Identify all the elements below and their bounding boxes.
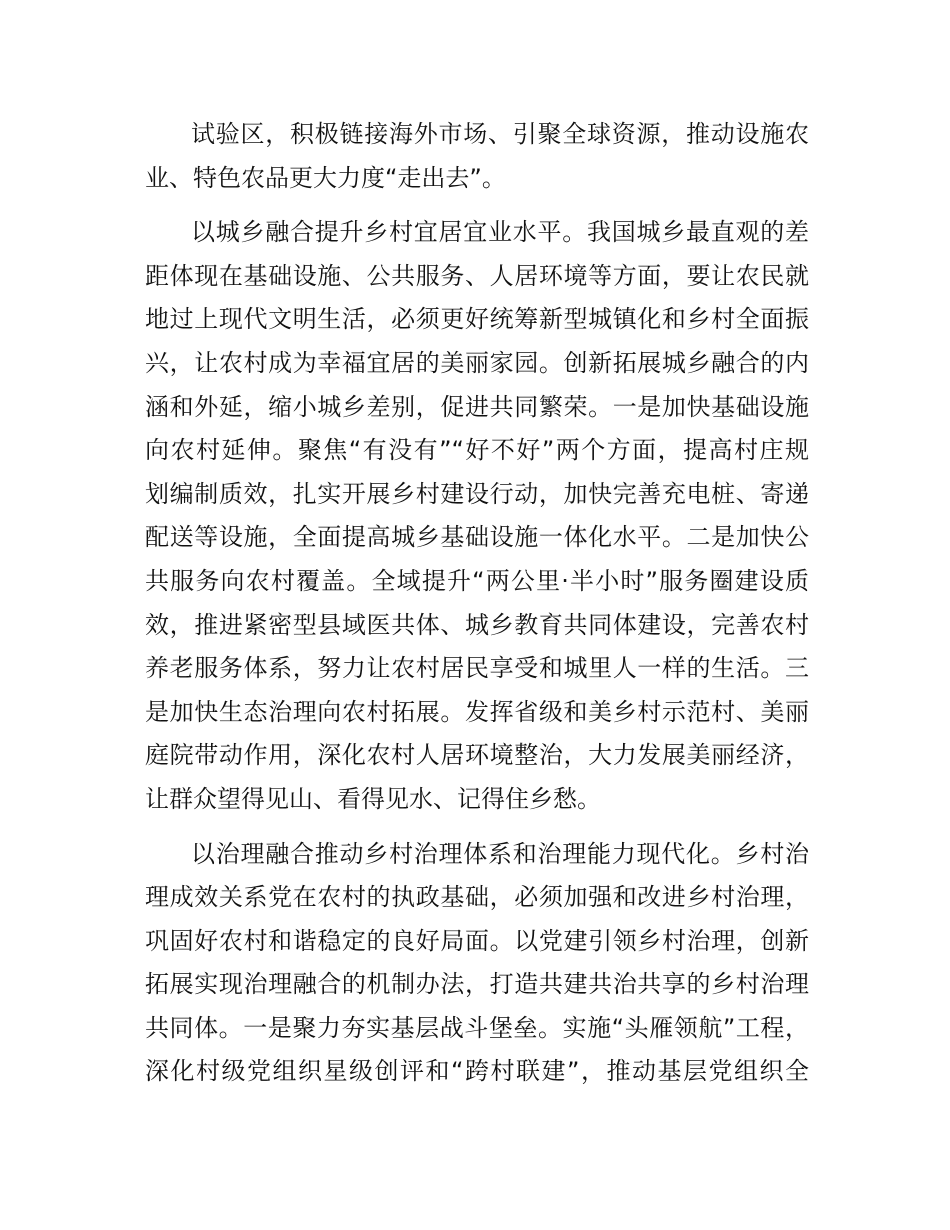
text-line: 距体现在基础设施、公共服务、人居环境等方面，要让农民就 bbox=[145, 261, 809, 290]
paragraph bbox=[145, 833, 809, 1095]
text-line: 配送等设施，全面提高城乡基础设施一体化水平。二是加快公 bbox=[145, 523, 809, 552]
text-line: 深化村级党组织星级创评和“跨村联建”，推动基层党组织全 bbox=[145, 1057, 809, 1086]
text-line: 巩固好农村和谐稳定的良好局面。以党建引领乡村治理，创新 bbox=[145, 926, 809, 955]
text-line: 共同体。一是聚力夯实基层战斗堡垒。实施“头雁领航”工程， bbox=[145, 1013, 809, 1042]
paragraph bbox=[145, 113, 809, 200]
document-page bbox=[145, 113, 809, 1105]
text-line: 业、特色农品更大力度“走出去”。 bbox=[145, 163, 506, 192]
text-line: 向农村延伸。聚焦“有没有”“好不好”两个方面，提高村庄规 bbox=[145, 436, 809, 465]
paragraph bbox=[145, 211, 809, 821]
text-line: 理成效关系党在农村的执政基础，必须加强和改进乡村治理， bbox=[145, 883, 809, 912]
text-line: 拓展实现治理融合的机制办法，打造共建共治共享的乡村治理 bbox=[145, 970, 809, 999]
text-line: 养老服务体系，努力让农村居民享受和城里人一样的生活。三 bbox=[145, 654, 809, 683]
text-line: 试验区，积极链接海外市场、引聚全球资源，推动设施农 bbox=[191, 120, 809, 148]
text-line: 以城乡融合提升乡村宜居宜业水平。我国城乡最直观的差 bbox=[191, 218, 809, 247]
text-line: 涵和外延，缩小城乡差别，促进共同繁荣。一是加快基础设施 bbox=[145, 392, 809, 421]
text-line: 地过上现代文明生活，必须更好统筹新型城镇化和乡村全面振 bbox=[145, 305, 809, 334]
text-line: 庭院带动作用，深化农村人居环境整治，大力发展美丽经济， bbox=[145, 741, 809, 770]
text-line: 效，推进紧密型县域医共体、城乡教育共同体建设，完善农村 bbox=[145, 610, 809, 639]
text-line: 是加快生态治理向农村拓展。发挥省级和美乡村示范村、美丽 bbox=[145, 697, 809, 726]
text-line: 划编制质效，扎实开展乡村建设行动，加快完善充电桩、寄递 bbox=[145, 479, 809, 508]
text-line: 以治理融合推动乡村治理体系和治理能力现代化。乡村治 bbox=[191, 839, 809, 868]
text-line: 兴，让农村成为幸福宜居的美丽家园。创新拓展城乡融合的内 bbox=[145, 348, 809, 377]
text-line: 共服务向农村覆盖。全域提升“两公里·半小时”服务圈建设质 bbox=[145, 566, 809, 595]
text-line: 让群众望得见山、看得见水、记得住乡愁。 bbox=[145, 784, 601, 813]
